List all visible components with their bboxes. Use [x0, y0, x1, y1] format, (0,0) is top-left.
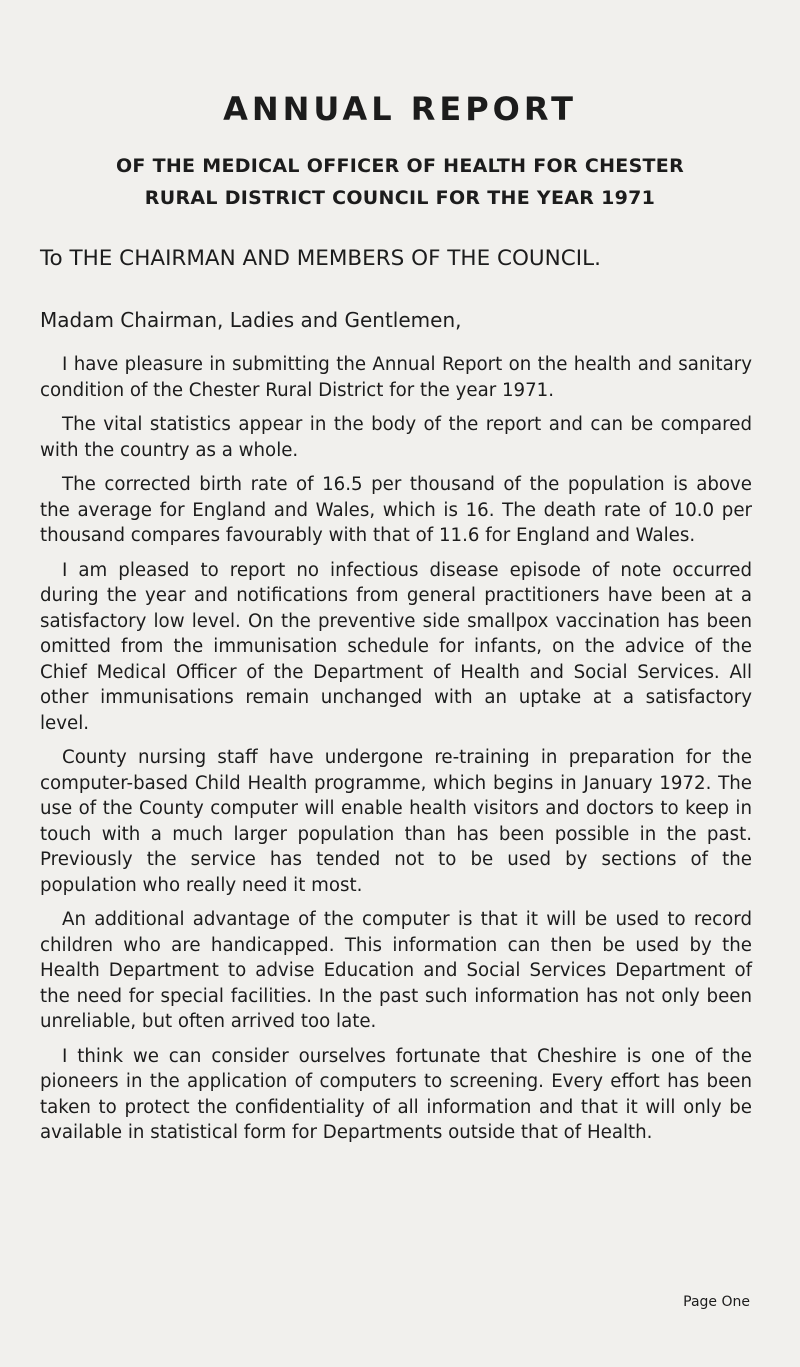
- paragraph-birth-death-rates: The corrected birth rate of 16.5 per thousand of the population is above the average for England and Wales, which is 16. The death rate of 10.0 per thousand compares favourably with that of 11.6 for England and Wales.: [40, 474, 752, 546]
- report-subtitle: [40, 150, 760, 214]
- salutation-line: Madam Chairman, Ladies and Gentlemen,: [40, 308, 462, 332]
- paragraph-computer-advantage: An additional advantage of the computer is that it will be used to record children who are handicapped. This information can then be used by the Health Department to advise Education and Social Services Department of the need for special facilities. In the past such information has not only been unreliable, but often arrived too late.: [40, 909, 752, 1032]
- paragraph-vital-statistics: The vital statistics appear in the body of the report and can be compared with the country as a whole.: [40, 414, 752, 461]
- subtitle-line-1: OF THE MEDICAL OFFICER OF HEALTH FOR CHESTER: [115, 155, 685, 177]
- report-body: [40, 352, 752, 1155]
- page-number: Page One: [683, 1294, 750, 1310]
- paragraph-infectious-disease: I am pleased to report no infectious disease episode of note occurred during the year and notifications from general practitioners have been at a satisfactory low level. On the preventive side smallpox vaccination has been omitted from the immunisation schedule for infants, on the advice of the Chief Medical Officer of the Department of Health and Social Services. All other immunisations remain unchanged with an uptake at a satisfactory level.: [40, 559, 752, 734]
- paragraph-county-nursing: County nursing staff have undergone re-training in preparation for the computer-based Child Health programme, which begins in January 1972. The use of the County computer will enable health visitors and doctors to keep in touch with a much larger population than has been possible in the past. Previously the service has tended not to be used by sections of the population who really need it most.: [40, 747, 752, 896]
- paragraph-submission: I have pleasure in submitting the Annual Report on the health and sanitary condition of the Chester Rural District for the year 1971.: [40, 354, 752, 401]
- subtitle-line-2: RURAL DISTRICT COUNCIL FOR THE YEAR 1971: [144, 187, 656, 209]
- paragraph-cheshire-pioneers: I think we can consider ourselves fortunate that Cheshire is one of the pioneers in the application of computers to screening. Every effort has been taken to protect the confidentiality of all information and that it will only be available in statistical form for Departments outside that of Health.: [40, 1045, 752, 1143]
- report-title: ANNUAL REPORT: [223, 90, 577, 128]
- addressee-line: To THE CHAIRMAN AND MEMBERS OF THE COUNCIL.: [40, 246, 601, 271]
